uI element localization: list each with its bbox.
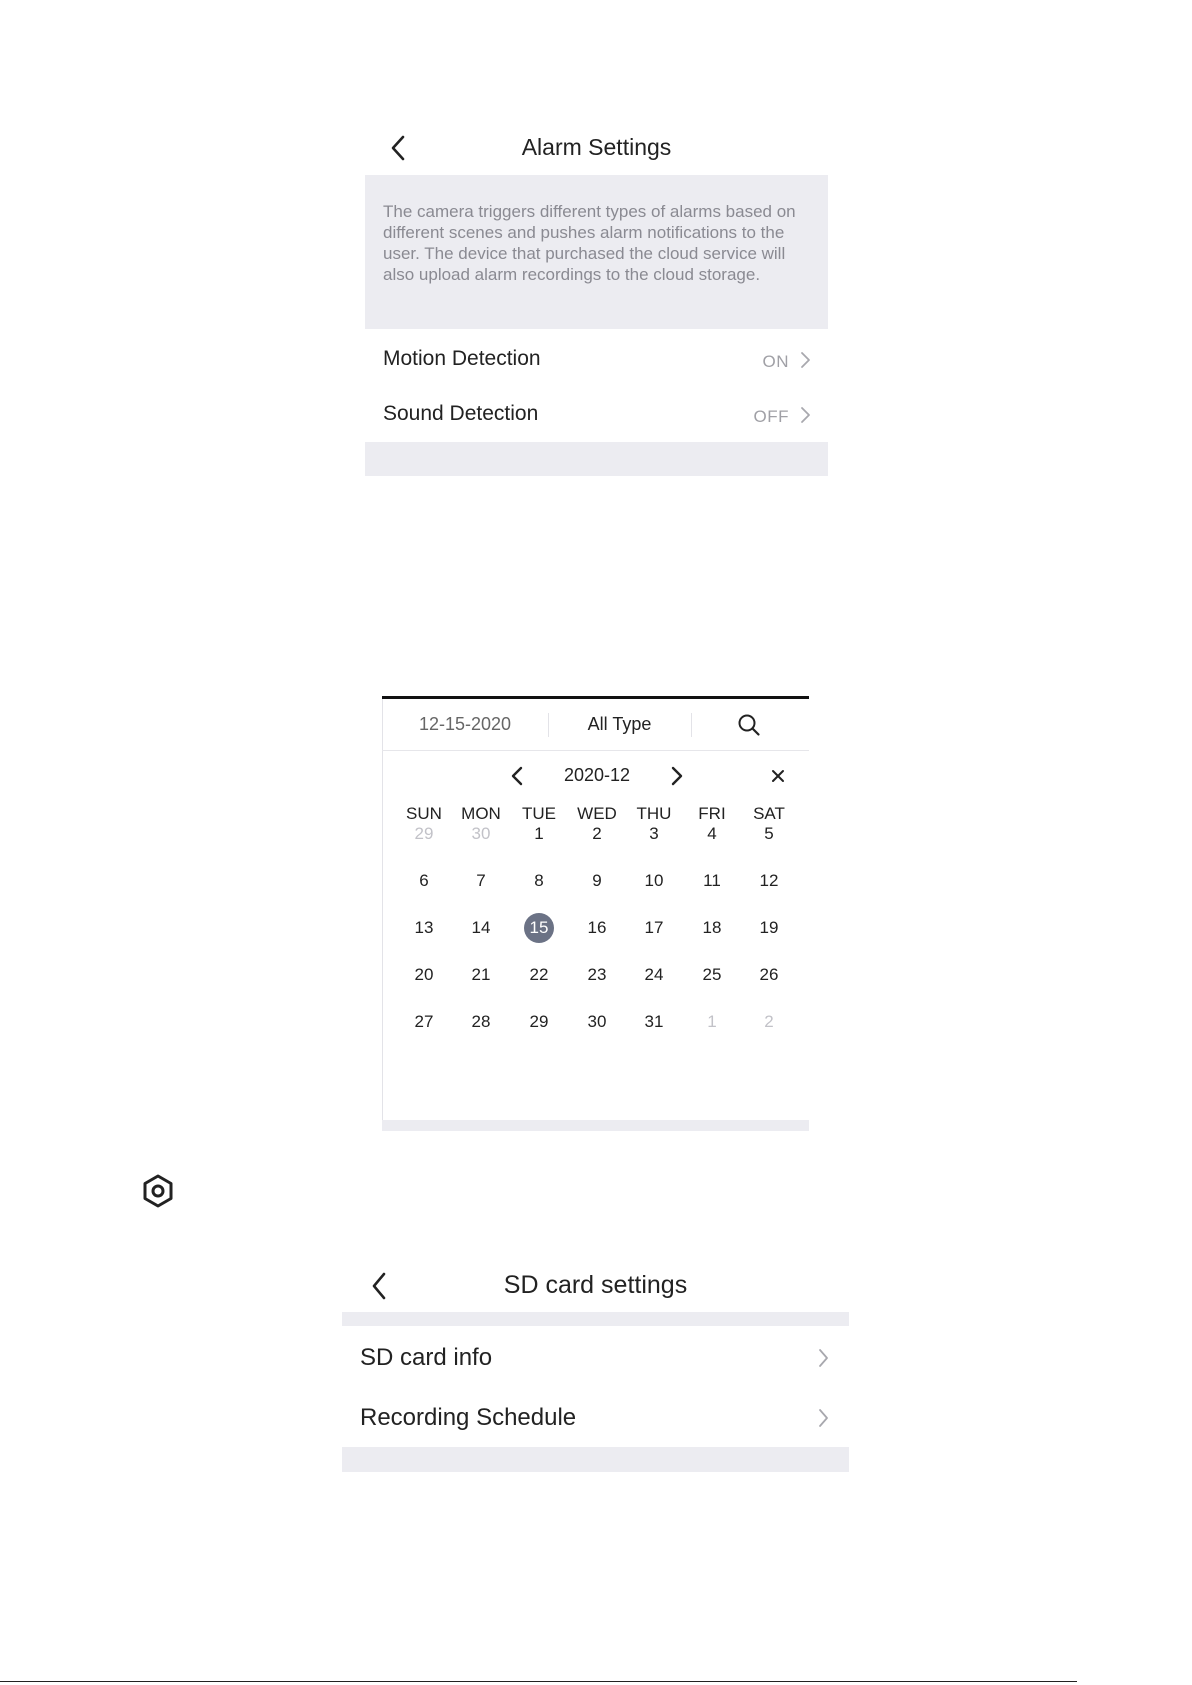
sd-card-info-row[interactable]	[342, 1328, 849, 1388]
calendar-day[interactable]: 2	[592, 824, 602, 843]
filter-bar	[382, 699, 809, 751]
calendar-day[interactable]: 14	[471, 918, 491, 937]
row-status-value: OFF	[753, 407, 789, 426]
calendar-day[interactable]: 3	[649, 824, 659, 843]
calendar-day[interactable]: 30	[587, 1012, 607, 1031]
month-label: 2020-12	[563, 765, 631, 785]
footer-band	[365, 442, 828, 476]
sd-card-settings-screen	[342, 1257, 849, 1472]
weekday-label: THU	[636, 804, 672, 823]
date-picker-panel	[382, 696, 809, 1131]
calendar-day[interactable]: 11	[703, 871, 721, 890]
weekday-label: MON	[461, 804, 501, 823]
page-title: Alarm Settings	[521, 134, 672, 160]
weekday-label: SUN	[406, 804, 442, 823]
calendar-day[interactable]: 28	[471, 1012, 491, 1031]
type-filter[interactable]: All Type	[587, 714, 652, 734]
calendar-day[interactable]: 17	[644, 918, 664, 937]
recording-schedule-row[interactable]	[342, 1388, 849, 1448]
calendar-day[interactable]: 23	[587, 965, 607, 984]
calendar-day[interactable]: 20	[414, 965, 434, 984]
search-icon	[737, 713, 761, 737]
weekday-label: FRI	[698, 804, 726, 823]
chevron-right-icon	[800, 351, 811, 369]
calendar-day[interactable]: 29	[529, 1012, 549, 1031]
calendar-day[interactable]: 9	[592, 871, 602, 890]
alarm-settings-header	[365, 120, 828, 175]
selected-day[interactable]: 15	[524, 913, 554, 943]
next-month-icon[interactable]	[670, 765, 684, 787]
row-label: Motion Detection	[383, 347, 541, 370]
search-button[interactable]	[691, 699, 809, 750]
chevron-right-icon	[818, 1408, 829, 1428]
calendar-day[interactable]: 24	[644, 965, 664, 984]
month-navigator	[382, 754, 809, 798]
calendar-day[interactable]: 8	[534, 871, 544, 890]
row-status-value: ON	[762, 352, 789, 371]
calendar-day[interactable]: 27	[414, 1012, 434, 1031]
calendar-day[interactable]: 31	[644, 1012, 664, 1031]
row-label: Sound Detection	[383, 402, 539, 425]
calendar-day[interactable]: 22	[529, 965, 549, 984]
footer-band	[382, 1120, 809, 1131]
calendar-day[interactable]: 5	[764, 824, 774, 843]
calendar-day[interactable]: 19	[759, 918, 779, 937]
hex-gear-icon	[141, 1174, 175, 1208]
calendar-day[interactable]: 1	[534, 824, 544, 843]
calendar-day[interactable]: 13	[414, 918, 434, 937]
calendar-day[interactable]: 30	[471, 824, 491, 843]
calendar-day[interactable]: 1	[707, 1012, 717, 1031]
calendar-day[interactable]: 18	[702, 918, 722, 937]
motion-detection-row[interactable]	[365, 332, 828, 387]
page-bottom-rule	[0, 1681, 1077, 1682]
row-label: SD card info	[360, 1344, 493, 1371]
header-band	[342, 1312, 849, 1326]
date-filter[interactable]: 12-15-2020	[418, 714, 512, 734]
sound-detection-row[interactable]	[365, 387, 828, 442]
calendar-day[interactable]: 12	[759, 871, 779, 890]
calendar-day[interactable]: 7	[476, 871, 486, 890]
footer-band	[342, 1447, 849, 1472]
page-title: SD card settings	[503, 1271, 688, 1299]
calendar-day[interactable]: 4	[707, 824, 717, 843]
calendar-day[interactable]: 2	[764, 1012, 774, 1031]
chevron-right-icon	[818, 1348, 829, 1368]
weekday-label: WED	[577, 804, 617, 823]
calendar-day[interactable]: 25	[702, 965, 722, 984]
close-icon[interactable]	[770, 768, 786, 784]
row-label: Recording Schedule	[360, 1404, 577, 1431]
weekday-label: TUE	[522, 804, 556, 823]
alarm-description: The camera triggers different types of alarms based on different scenes and pushes alarm notifications to the user. The device that purchased the cloud service will also upload alarm recordings to the cloud storage.	[365, 175, 828, 329]
calendar-day[interactable]: 26	[759, 965, 779, 984]
calendar-day[interactable]: 21	[471, 965, 491, 984]
weekday-label: SAT	[753, 804, 785, 823]
calendar-day[interactable]: 6	[419, 871, 429, 890]
calendar-day[interactable]: 16	[587, 918, 607, 937]
chevron-right-icon	[800, 406, 811, 424]
calendar-day[interactable]: 10	[644, 871, 664, 890]
calendar-day[interactable]: 29	[414, 824, 434, 843]
alarm-settings-screen	[365, 120, 828, 476]
previous-month-icon[interactable]	[510, 765, 524, 787]
sd-settings-header	[342, 1257, 849, 1312]
